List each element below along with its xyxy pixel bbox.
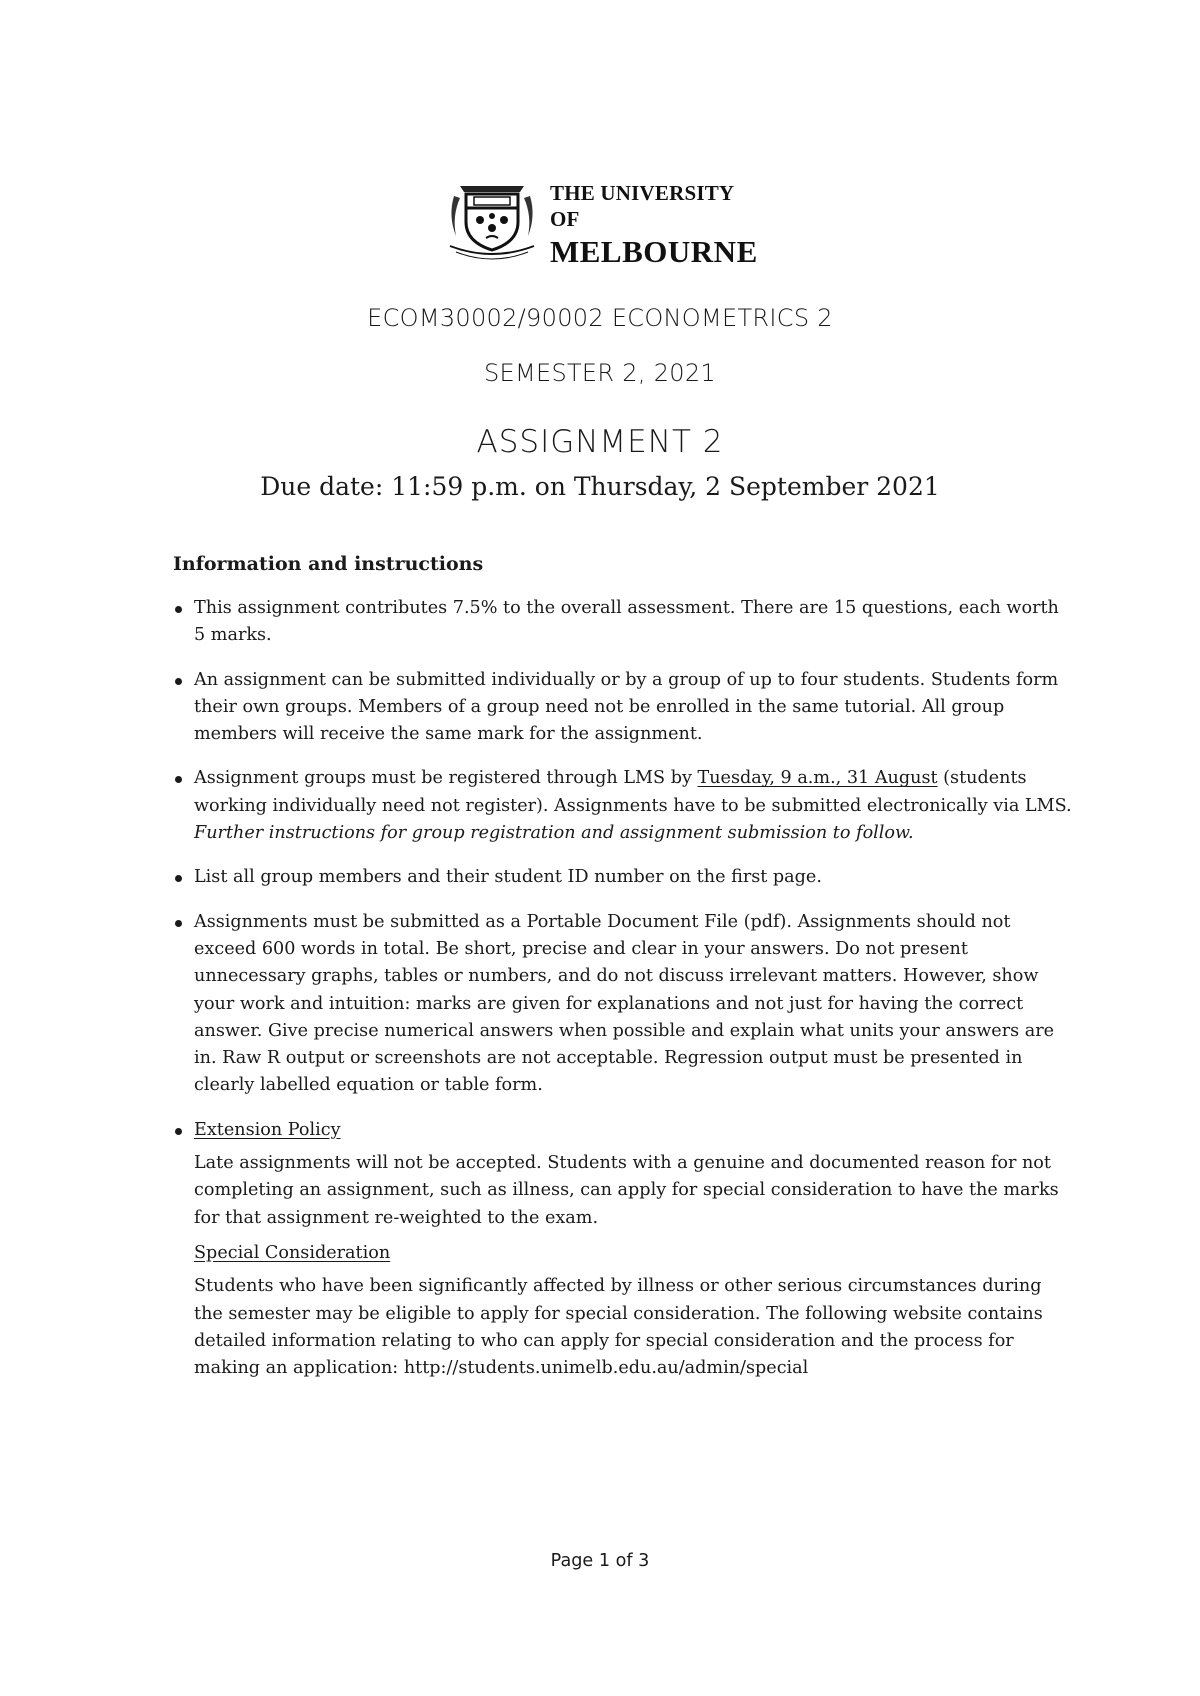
due-date: Due date: 11:59 p.m. on Thursday, 2 September 2021 (260, 472, 940, 501)
item-text-post: (students working individually need not register). Assignments have to be submitted electronically via LMS. (194, 768, 1072, 816)
page-number: Page 1 of 3 (550, 1551, 650, 1571)
assignment-title: ASSIGNMENT 2 (476, 424, 724, 460)
list-item (173, 667, 1073, 749)
semester-label: SEMESTER 2, 2021 (483, 359, 717, 387)
item-text: List all group members and their student ID number on the first page. (194, 867, 822, 888)
bullet-icon (175, 776, 182, 783)
special-consideration-heading: Special Consideration (194, 1242, 391, 1263)
item-text: An assignment can be submitted individually or by a group of up to four students. Students form their own groups. Members of a group need not be enrolled in the same tutorial. All group members will receive the same mark for the assignment. (194, 669, 1059, 745)
list-item (173, 1117, 1073, 1383)
list-item (173, 765, 1073, 847)
registration-deadline: Tuesday, 9 a.m., 31 August (697, 768, 938, 789)
university-crest-icon (446, 176, 538, 260)
item-text-italic: Further instructions for group registration and assignment submission to follow. (194, 823, 914, 844)
extension-policy-heading: Extension Policy (194, 1119, 341, 1140)
special-consideration-body: Students who have been significantly affected by illness or other serious circumstances during the semester may be eligible to apply for special consideration. The following website contains detailed information relating to who can apply for special consideration and the process for making an application: (194, 1276, 1043, 1379)
list-item (173, 864, 1073, 891)
university-logo (446, 176, 766, 269)
bullet-icon (175, 920, 182, 927)
section-title: Information and instructions (173, 553, 484, 575)
bullet-icon (175, 1128, 182, 1135)
list-item (173, 909, 1073, 1100)
item-text: Assignments must be submitted as a Portable Document File (pdf). Assignments should not exceed 600 words in total. Be short, precise and clear in your answers. Do not present unnecessary graphs, tables or numbers, and do not discuss irrelevant matters. However, show your work and intuition: marks are given for explanations and not just for having the correct answer. Give precise numerical answers when possible and explain what units your answers are in. Raw R output or screenshots are not acceptable. Regression output must be presented in clearly labelled equation or table form. (194, 911, 1055, 1096)
wordmark-line-1: THE UNIVERSITY OF (550, 181, 734, 231)
item-text-pre: Assignment groups must be registered through LMS by (194, 768, 698, 789)
course-title: ECOM30002/90002 ECONOMETRICS 2 (367, 304, 833, 332)
special-consideration-text (194, 1273, 1073, 1382)
list-item (173, 595, 1073, 650)
wordmark-line-2: MELBOURNE (550, 234, 758, 269)
bullet-icon (175, 678, 182, 685)
bullet-icon (175, 875, 182, 882)
instructions-list (173, 595, 1073, 1382)
extension-policy-text: Late assignments will not be accepted. Students with a genuine and documented reason for not completing an assignment, such as illness, can apply for special consideration to have the marks for that assignment re-weighted to the exam. (194, 1153, 1059, 1228)
special-consideration-link[interactable]: http://students.unimelb.edu.au/admin/special (403, 1358, 809, 1379)
item-text: This assignment contributes 7.5% to the overall assessment. There are 15 questions, each worth 5 marks. (194, 598, 1059, 646)
bullet-icon (175, 606, 182, 613)
university-wordmark (550, 180, 766, 272)
